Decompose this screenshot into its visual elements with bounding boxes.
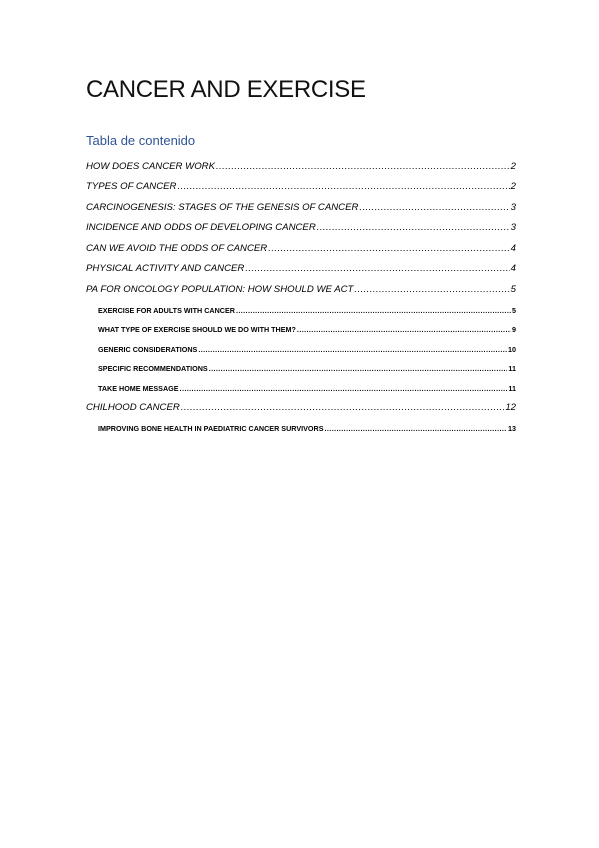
dot-leader <box>317 223 510 235</box>
toc-subentry[interactable] <box>86 336 516 356</box>
dot-leader <box>297 326 511 335</box>
toc-entry-title: INCIDENCE AND ODDS OF DEVELOPING CANCER <box>86 222 316 234</box>
toc-entry[interactable] <box>86 215 516 236</box>
toc-entry[interactable] <box>86 276 516 297</box>
toc-page-number: 11 <box>508 364 516 374</box>
dot-leader <box>354 285 509 297</box>
dot-leader <box>268 244 509 256</box>
toc-entry[interactable] <box>86 235 516 256</box>
toc-entry-title: TYPES OF CANCER <box>86 181 177 193</box>
toc-entry[interactable] <box>86 153 516 174</box>
toc-page-number: 11 <box>508 383 516 393</box>
toc-entry-title: CARCINOGENESIS: STAGES OF THE GENESIS OF CANCER <box>86 201 359 213</box>
toc-page-number: 2 <box>510 160 516 172</box>
toc-page-number: 5 <box>510 283 516 295</box>
dot-leader <box>236 307 511 316</box>
toc-entry[interactable] <box>86 174 516 195</box>
toc-page-number: 3 <box>510 201 516 213</box>
toc-subentry[interactable] <box>86 355 516 375</box>
dot-leader <box>209 365 508 374</box>
table-of-contents <box>86 153 516 434</box>
toc-page-number: 3 <box>510 222 516 234</box>
toc-subentry[interactable] <box>86 316 516 336</box>
toc-subentry[interactable] <box>86 415 516 435</box>
toc-page-number: 4 <box>510 242 516 254</box>
toc-entry-title: HOW DOES CANCER WORK <box>86 160 215 172</box>
toc-entry-title: GENERIC CONSIDERATIONS <box>98 344 198 354</box>
toc-entry-title: CAN WE AVOID THE ODDS OF CANCER <box>86 242 268 254</box>
toc-entry-title: SPECIFIC RECOMMENDATIONS <box>98 364 208 374</box>
toc-entry-title: PHYSICAL ACTIVITY AND CANCER <box>86 263 245 275</box>
toc-page-number: 4 <box>510 263 516 275</box>
document-title: CANCER AND EXERCISE <box>86 76 366 103</box>
toc-subentry[interactable] <box>86 297 516 317</box>
toc-entry[interactable] <box>86 394 516 415</box>
dot-leader <box>181 403 505 415</box>
toc-subentry[interactable] <box>86 375 516 395</box>
toc-entry[interactable] <box>86 194 516 215</box>
dot-leader <box>359 203 509 215</box>
dot-leader <box>198 346 507 355</box>
dot-leader <box>245 264 509 276</box>
dot-leader <box>180 385 508 394</box>
toc-page-number: 12 <box>505 401 516 413</box>
toc-entry[interactable] <box>86 256 516 277</box>
toc-entry-title: TAKE HOME MESSAGE <box>98 383 179 393</box>
toc-page-number: 13 <box>508 423 516 433</box>
toc-page-number: 9 <box>512 325 516 335</box>
toc-page-number: 2 <box>510 181 516 193</box>
toc-entry-title: IMPROVING BONE HEALTH IN PAEDIATRIC CANCER SURVIVORS <box>98 423 324 433</box>
dot-leader <box>177 182 509 194</box>
dot-leader <box>216 162 510 174</box>
toc-page-number: 10 <box>508 344 516 354</box>
toc-entry-title: WHAT TYPE OF EXERCISE SHOULD WE DO WITH THEM? <box>98 325 296 335</box>
toc-entry-title: EXERCISE FOR ADULTS WITH CANCER <box>98 305 235 315</box>
toc-page-number: 5 <box>512 305 516 315</box>
toc-entry-title: PA FOR ONCOLOGY POPULATION: HOW SHOULD WE ACT <box>86 283 354 295</box>
dot-leader <box>325 425 508 434</box>
toc-heading: Tabla de contenido <box>86 133 196 148</box>
toc-entry-title: CHILHOOD CANCER <box>86 401 180 413</box>
